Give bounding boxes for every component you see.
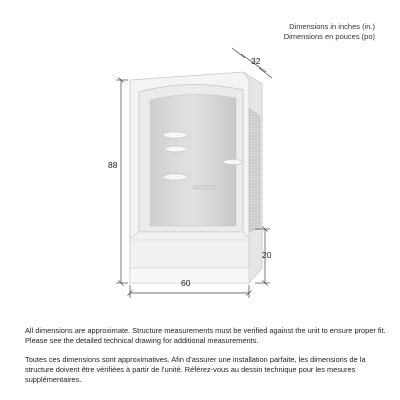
tub-apron	[130, 232, 249, 283]
height-label: 88	[108, 160, 118, 170]
disclaimer	[25, 326, 387, 394]
disclaimer-french: Toutes ces dimensions sont approximatives. Afin d’assurer une installation parfaite, les dimensions de la structure doivent être vérifiées à partir de l’unité. Référez-vous au dessin technique pour les mesures supplémentaires.	[25, 355, 366, 384]
grab-bar	[193, 186, 215, 189]
corner-shelf	[165, 146, 187, 152]
side-wall-texture	[249, 108, 260, 232]
corner-shelf	[163, 174, 187, 180]
corner-shelf	[223, 159, 243, 164]
dimension-line-height	[116, 78, 128, 286]
depth-label: 32	[251, 56, 261, 66]
disclaimer-english: All dimensions are approximate. Structure measurements must be verified against the unit to ensure proper fit. Please see the detailed technical drawing for additional measurements.	[25, 326, 386, 345]
units-note-english: Dimensions in inches (in.)	[289, 22, 375, 31]
units-note-french: Dimensions en pouces (po)	[283, 32, 375, 41]
width-label: 60	[181, 278, 191, 288]
shower-alcove	[139, 84, 243, 232]
corner-shelf	[163, 132, 187, 138]
apron-height-label: 20	[262, 250, 272, 260]
